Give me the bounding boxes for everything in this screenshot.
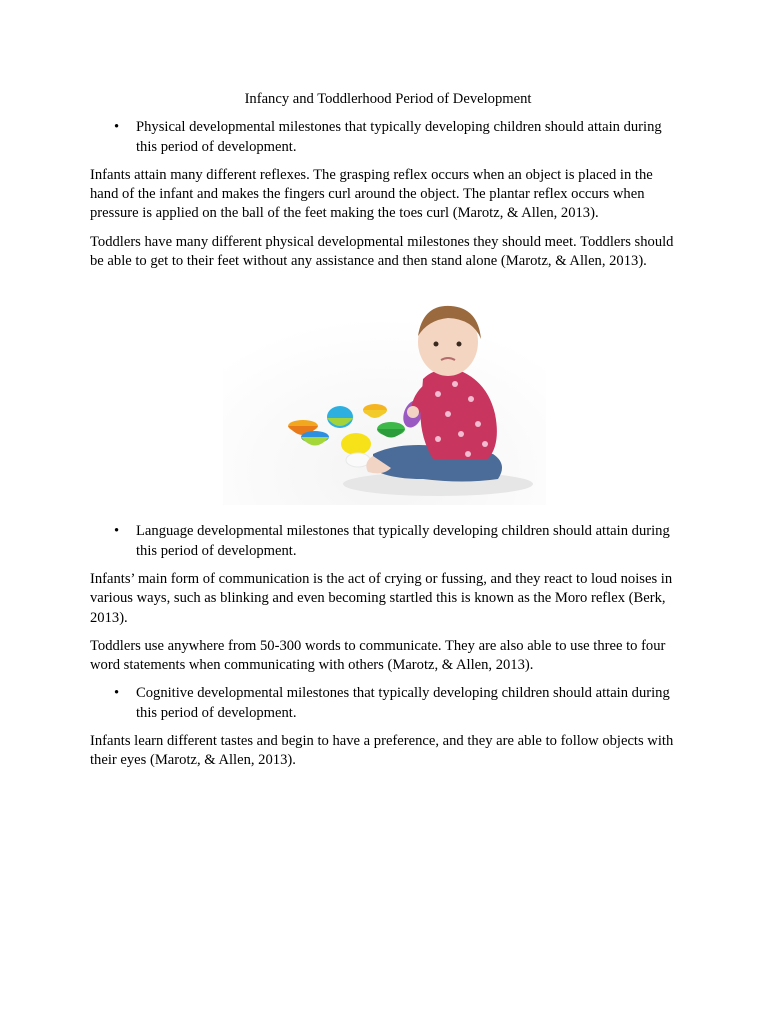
- paragraph-toddler-words: Toddlers use anywhere from 50-300 words to communicate. They are also able to use three to four word statements when communicating with others (Marotz, & Allen, 2013).: [90, 637, 666, 674]
- paragraph-infant-reflexes: Infants attain many different reflexes. The grasping reflex occurs when an object is placed in the hand of the infant and makes the fingers curl around the object. The plantar reflex occurs when pressure is applied on the ball of the feet making the toes curl (Marotz, & Allen, 2013).: [90, 166, 653, 222]
- bullet-language: [90, 522, 680, 561]
- bullet-cognitive-text: Cognitive developmental milestones that typically developing children should attain during this period of development.: [136, 685, 670, 721]
- paragraph-infant-communication: Infants’ main form of communication is the act of crying or fussing, and they react to loud noises in various ways, such as blinking and even becoming startled this is known as the Moro reflex (Berk, 2013).: [90, 570, 673, 626]
- bullet-language-text: Language developmental milestones that typically developing children should attain during this period of development.: [136, 523, 670, 559]
- document-title: Infancy and Toddlerhood Period of Development: [244, 91, 532, 107]
- paragraph-toddler-physical: Toddlers have many different physical developmental milestones they should meet. Toddlers should be able to get to their feet without any assistance and then stand alone (Marotz, & Allen, 2013).: [90, 233, 674, 270]
- bullet-mark: •: [114, 685, 120, 702]
- bullet-cognitive: [90, 684, 680, 723]
- toddler-photo: [223, 284, 546, 505]
- document-page: [90, 90, 680, 780]
- bullet-mark: •: [114, 119, 120, 136]
- bullet-mark: •: [114, 523, 120, 540]
- bullet-physical-text: Physical developmental milestones that typically developing children should attain during this period of development.: [136, 119, 662, 155]
- bullet-physical: [90, 118, 680, 157]
- paragraph-infant-tastes: Infants learn different tastes and begin to have a preference, and they are able to follow objects with their eyes (Marotz, & Allen, 2013).: [90, 733, 674, 769]
